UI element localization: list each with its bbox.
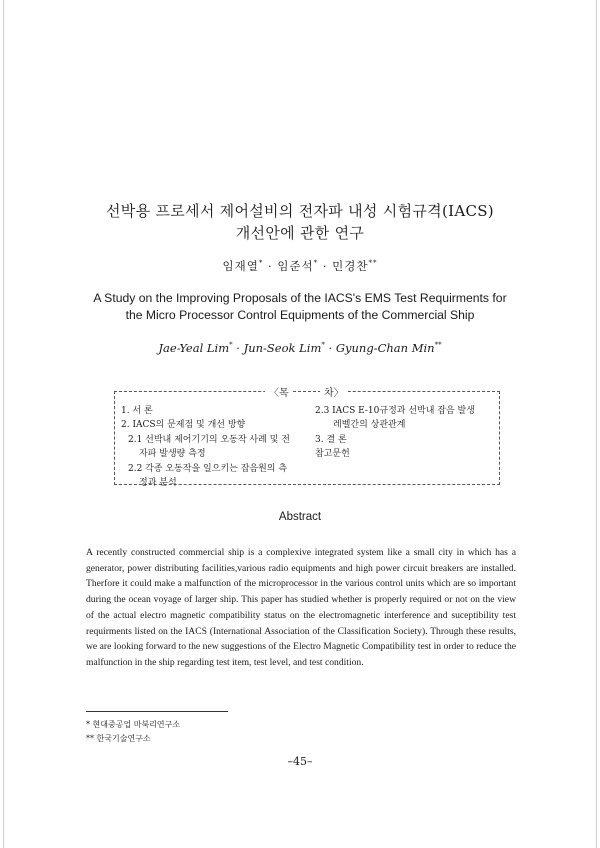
english-authors: [0, 341, 600, 355]
toc-item-continuation: 정과 분석: [139, 478, 177, 489]
english-title-line1: A Study on the Improving Proposals of the IACS's EMS Test Requirments for: [93, 291, 507, 305]
toc-heading-right: 차〉: [320, 384, 348, 399]
scan-edge-right: [596, 0, 597, 848]
affiliation-mark: *: [321, 341, 325, 350]
toc-item: 2.3 IACS E-10규정과 선박내 잡음 발생: [315, 406, 475, 416]
footnote-mark: **: [86, 734, 94, 743]
toc-item-continuation: 레벨간의 상관관계: [333, 420, 406, 431]
toc-heading-left: 〈목: [265, 384, 293, 399]
abstract-body: A recently constructed commercial ship is a complexive integrated system like a small city in which has a generator, power distributing facilities,various radio equipments and high power circuit breakers are installed. Therfore it could make a malfunction of the microprocessor in the various control units which are so important during the ocean voyage of larger ship. This paper has studied whether is properly required or not on the view of the actual electro magnetic compatibility status on the electromagnetic interference and suceptibility test requirments listed on the IACS (International Association of the Classification Society). Through these results, we are looking forward to the new suggestions of the Electro Magnetic Compatibility test in order to reduce the malfunction in the ship regarding test item, test level, and test condition.: [86, 547, 516, 668]
footnote-divider: [86, 711, 228, 712]
korean-author-name: 임준석: [277, 259, 314, 273]
author-separator: ·: [318, 259, 333, 273]
affiliation-mark: *: [258, 259, 264, 268]
english-author-name: Gyung-Chan Min: [335, 341, 435, 355]
scan-edge-left: [3, 0, 4, 848]
korean-author-name: 임재열: [222, 259, 259, 273]
toc-item: 참고문헌: [315, 449, 350, 460]
table-of-contents: [114, 388, 500, 489]
english-title-line2: the Micro Processor Control Equipments of the Commercial Ship: [125, 308, 475, 322]
toc-left-column: [121, 404, 296, 490]
korean-title: [60, 200, 540, 244]
korean-author-name: 민경찬: [332, 259, 369, 273]
korean-authors: [0, 258, 600, 274]
footnote-mark: *: [86, 720, 90, 729]
author-separator: ·: [232, 341, 244, 355]
toc-item: 1. 서 론: [121, 406, 153, 416]
affiliation-mark: *: [229, 341, 233, 350]
english-author-name: Jae-Yeal Lim: [158, 341, 230, 355]
author-separator: ·: [324, 341, 336, 355]
english-title: [40, 290, 560, 324]
toc-right-column: [315, 404, 495, 462]
author-separator: ·: [263, 259, 278, 273]
toc-item: 2. IACS의 문제점 및 개선 방향: [121, 420, 246, 431]
footnote-text: 현대중공업 마북리연구소: [92, 720, 181, 729]
toc-item: 2.1 선박내 제어기기의 오동작 사례 및 전: [128, 434, 290, 445]
affiliation-mark: **: [368, 259, 378, 268]
footnote: [86, 719, 180, 730]
korean-title-line1: 선박용 프로세서 제어설비의 전자파 내성 시험규격(IACS): [106, 202, 494, 220]
footnote: [86, 733, 151, 744]
english-author-name: Jun-Seok Lim: [243, 341, 322, 355]
abstract-heading: Abstract: [278, 511, 322, 523]
page-number: –45–: [287, 755, 313, 768]
toc-item-continuation: 자파 발생량 측정: [139, 449, 206, 460]
footnote-text: 한국기술연구소: [96, 734, 151, 743]
korean-title-line2: 개선안에 관한 연구: [235, 224, 365, 242]
toc-item: 2.2 각종 오동작을 일으키는 잡음원의 측: [128, 463, 288, 474]
affiliation-mark: **: [434, 341, 442, 350]
toc-item: 3. 결 론: [315, 434, 347, 445]
affiliation-mark: *: [313, 259, 319, 268]
